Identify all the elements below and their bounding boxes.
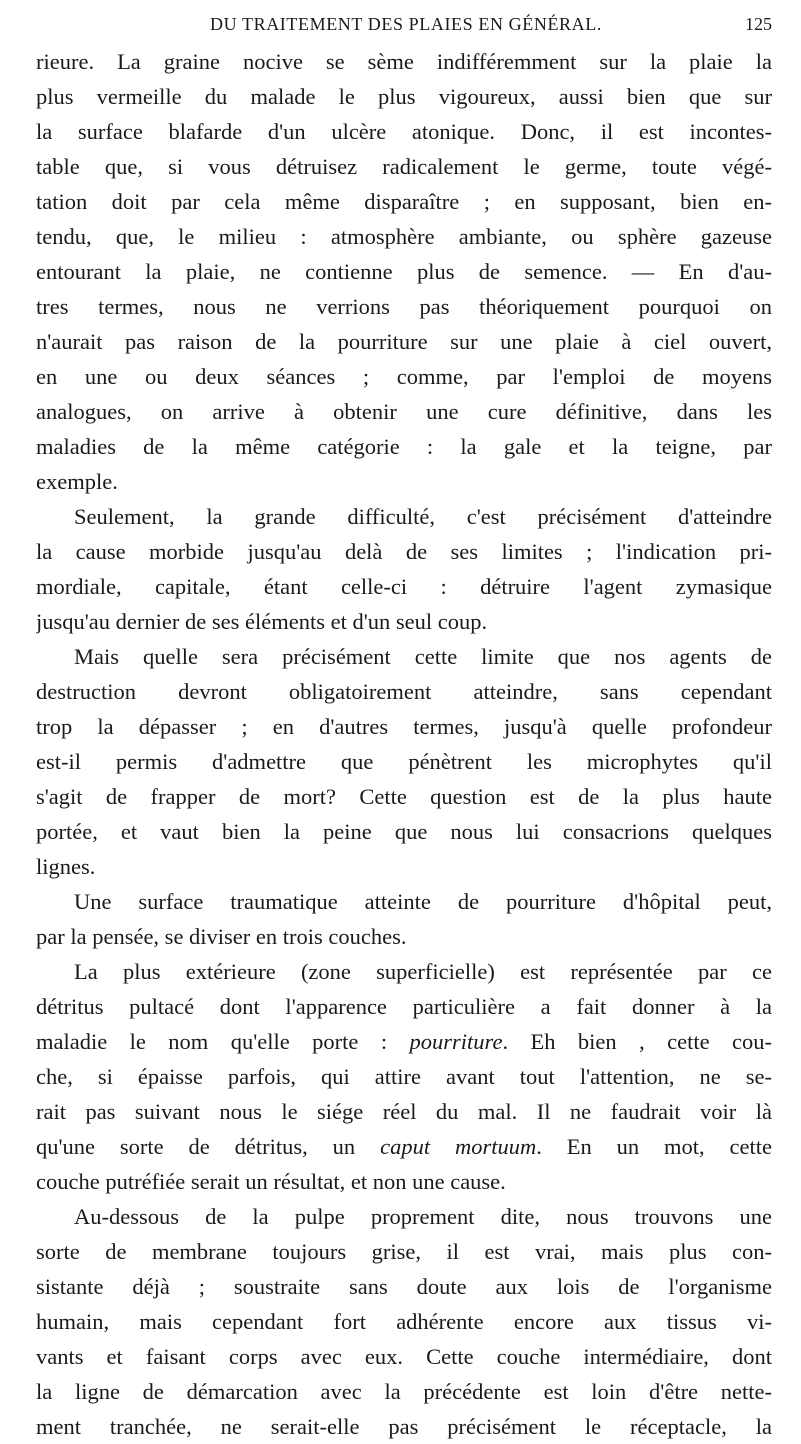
text-line xyxy=(36,849,772,884)
text-line xyxy=(36,324,772,359)
text-segment: tation doit par cela même disparaître ; en supposant, bien en- xyxy=(36,189,772,214)
text-line xyxy=(36,1304,772,1339)
text-segment: Mais quelle sera précisément cette limite que nos agents de xyxy=(74,644,772,669)
text-segment: qu'une sorte de détritus, un xyxy=(36,1134,381,1159)
text-segment: maladies de la même catégorie : la gale et la teigne, par xyxy=(36,434,772,459)
text-segment: est-il permis d'admettre que pénètrent les microphytes qu'il xyxy=(36,749,772,774)
text-line xyxy=(36,954,772,989)
text-line xyxy=(36,499,772,534)
text-line xyxy=(36,464,772,499)
text-line xyxy=(36,1094,772,1129)
text-segment: couche putréfiée serait un résultat, et non une cause. xyxy=(36,1169,506,1194)
text-segment: table que, si vous détruisez radicalement le germe, toute végé- xyxy=(36,154,772,179)
running-head xyxy=(36,10,772,38)
text-line xyxy=(36,359,772,394)
text-segment: détritus pultacé dont l'apparence particulière a fait donner à la xyxy=(36,994,772,1019)
text-segment: analogues, on arrive à obtenir une cure définitive, dans les xyxy=(36,399,772,424)
text-line xyxy=(36,1059,772,1094)
text-segment: s'agit de frapper de mort? Cette question est de la plus haute xyxy=(36,784,772,809)
running-title: DU TRAITEMENT DES PLAIES EN GÉNÉRAL. xyxy=(210,14,602,34)
text-segment: lignes. xyxy=(36,854,96,879)
text-segment: La plus extérieure (zone superficielle) est représentée par ce xyxy=(74,959,772,984)
text-line xyxy=(36,604,772,639)
text-segment: Seulement, la grande difficulté, c'est précisément d'atteindre xyxy=(74,504,772,529)
text-line xyxy=(36,254,772,289)
text-line xyxy=(36,919,772,954)
text-segment: mordiale, capitale, étant celle-ci : détruire l'agent zymasique xyxy=(36,574,772,599)
text-segment: ment tranchée, ne serait-elle pas précisément le réceptacle, la xyxy=(36,1414,772,1439)
text-line xyxy=(36,779,772,814)
text-line xyxy=(36,814,772,849)
text-segment: par la pensée, se diviser en trois couches. xyxy=(36,924,407,949)
text-line xyxy=(36,1164,772,1199)
text-line xyxy=(36,639,772,674)
text-line xyxy=(36,44,772,79)
text-line xyxy=(36,429,772,464)
text-line xyxy=(36,1129,772,1164)
text-line xyxy=(36,1339,772,1374)
text-segment: rieure. La graine nocive se sème indifféremment sur la plaie la xyxy=(36,49,772,74)
text-segment: tendu, que, le milieu : atmosphère ambiante, ou sphère gazeuse xyxy=(36,224,772,249)
text-line xyxy=(36,1234,772,1269)
text-line xyxy=(36,569,772,604)
text-segment: portée, et vaut bien la peine que nous lui consacrions quelques xyxy=(36,819,772,844)
book-page xyxy=(36,0,784,1439)
text-segment: la surface blafarde d'un ulcère atonique. Donc, il est incontes- xyxy=(36,119,772,144)
text-line xyxy=(36,289,772,324)
text-segment: la cause morbide jusqu'au delà de ses limites ; l'indication pri- xyxy=(36,539,772,564)
text-line xyxy=(36,744,772,779)
text-segment: n'aurait pas raison de la pourriture sur une plaie à ciel ouvert, xyxy=(36,329,772,354)
text-segment: sorte de membrane toujours grise, il est vrai, mais plus con- xyxy=(36,1239,772,1264)
text-line xyxy=(36,1199,772,1234)
text-line xyxy=(36,1024,772,1059)
text-segment: plus vermeille du malade le plus vigoureux, aussi bien que sur xyxy=(36,84,772,109)
text-line xyxy=(36,149,772,184)
text-line xyxy=(36,184,772,219)
text-segment: destruction devront obligatoirement atteindre, sans cependant xyxy=(36,679,772,704)
body-text xyxy=(36,44,772,1444)
text-segment: jusqu'au dernier de ses éléments et d'un seul coup. xyxy=(36,609,488,634)
text-line xyxy=(36,674,772,709)
text-segment: vants et faisant corps avec eux. Cette couche intermédiaire, dont xyxy=(36,1344,772,1369)
text-segment: en une ou deux séances ; comme, par l'emploi de moyens xyxy=(36,364,772,389)
text-line xyxy=(36,1374,772,1409)
text-line xyxy=(36,394,772,429)
text-line xyxy=(36,709,772,744)
text-segment: Au-dessous de la pulpe proprement dite, nous trouvons une xyxy=(74,1204,772,1229)
text-segment: tres termes, nous ne verrions pas théoriquement pourquoi on xyxy=(36,294,772,319)
italic-text: pourriture xyxy=(409,1029,503,1054)
text-segment: che, si épaisse parfois, qui attire avant tout l'attention, ne se- xyxy=(36,1064,772,1089)
text-line xyxy=(36,1269,772,1304)
text-line xyxy=(36,534,772,569)
text-line xyxy=(36,219,772,254)
text-segment: exemple. xyxy=(36,469,118,494)
text-segment: humain, mais cependant fort adhérente encore aux tissus vi- xyxy=(36,1309,772,1334)
text-segment: maladie le nom qu'elle porte : xyxy=(36,1029,410,1054)
text-line xyxy=(36,79,772,114)
text-segment: . Eh bien , cette cou- xyxy=(502,1029,772,1054)
italic-text: caput mortuum xyxy=(380,1134,537,1159)
page-number: 125 xyxy=(745,14,772,34)
text-segment: la ligne de démarcation avec la précédente est loin d'être nette- xyxy=(36,1379,772,1404)
text-segment: Une surface traumatique atteinte de pourriture d'hôpital peut, xyxy=(74,889,772,914)
text-line xyxy=(36,989,772,1024)
text-segment: . En un mot, cette xyxy=(536,1134,772,1159)
text-segment: rait pas suivant nous le siége réel du mal. Il ne faudrait voir là xyxy=(36,1099,772,1124)
text-line xyxy=(36,884,772,919)
text-segment: trop la dépasser ; en d'autres termes, jusqu'à quelle profondeur xyxy=(36,714,772,739)
text-segment: entourant la plaie, ne contienne plus de semence. — En d'au- xyxy=(36,259,772,284)
text-segment: sistante déjà ; soustraite sans doute aux lois de l'organisme xyxy=(36,1274,772,1299)
text-line xyxy=(36,1409,772,1444)
text-line xyxy=(36,114,772,149)
